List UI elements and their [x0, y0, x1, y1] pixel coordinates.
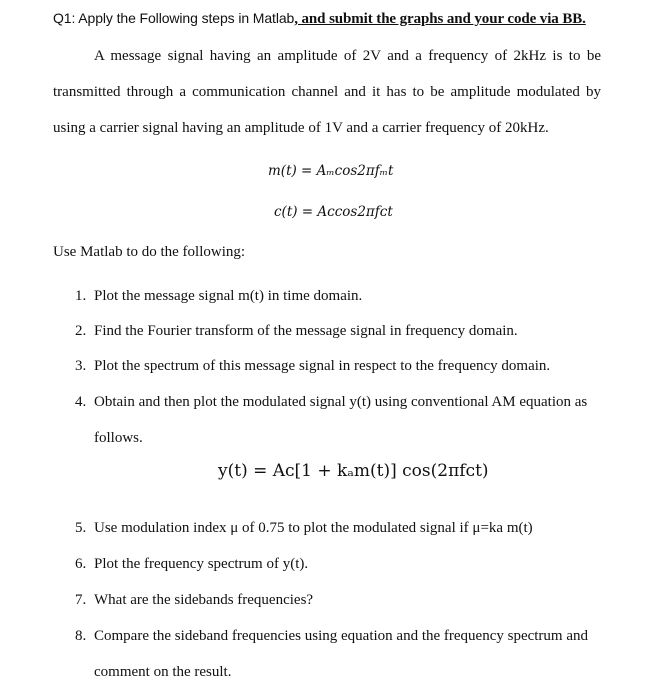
- step-text: What are the sidebands frequencies?: [94, 592, 314, 608]
- step-number: 4.: [75, 394, 87, 410]
- step-item: [75, 556, 308, 573]
- title-bold-instruction: , and submit the graphs and your code via BB.: [294, 11, 586, 27]
- step-text: Plot the message signal m(t) in time domain.: [94, 288, 363, 304]
- step-item: [75, 358, 550, 375]
- step-text: Plot the spectrum of this message signal in respect to the frequency domain.: [94, 358, 551, 374]
- paragraph-line-2: transmitted through a communication channel and it has to be amplitude modulated by: [53, 84, 601, 100]
- step-number: 5.: [75, 520, 87, 536]
- step-number: 2.: [75, 323, 87, 339]
- step-item: [75, 288, 362, 305]
- step-text: Plot the frequency spectrum of y(t).: [94, 556, 309, 572]
- question-title: [53, 10, 586, 28]
- paragraph-line-1: A message signal having an amplitude of 2V and a frequency of 2kHz is to be: [94, 48, 601, 64]
- step-text: Obtain and then plot the modulated signal y(t) using conventional AM equation as: [94, 394, 588, 410]
- title-prefix: Q1: Apply the Following steps in Matlab: [53, 10, 295, 26]
- step-number: 7.: [75, 592, 87, 608]
- step-item: [75, 520, 533, 537]
- step-text: Find the Fourier transform of the message signal in frequency domain.: [94, 323, 518, 339]
- step-number: 8.: [75, 628, 87, 644]
- step-text: Use modulation index μ of 0.75 to plot the modulated signal if μ=ka m(t): [94, 520, 533, 536]
- step-number: 3.: [75, 358, 87, 374]
- message-equation: m(t) = Aₘcos2πfₘt: [268, 163, 394, 179]
- step-text: Compare the sideband frequencies using equation and the frequency spectrum and: [94, 628, 588, 644]
- instructions-label: Use Matlab to do the following:: [53, 244, 246, 260]
- paragraph-line-3: using a carrier signal having an amplitude of 1V and a carrier frequency of 20kHz.: [53, 120, 549, 136]
- step-continuation: follows.: [94, 430, 143, 446]
- carrier-equation: c(t) = Aᴄcos2πfᴄt: [274, 204, 393, 220]
- step-item: [75, 592, 313, 609]
- step-item: [75, 628, 588, 645]
- step-number: 6.: [75, 556, 87, 572]
- step-number: 1.: [75, 288, 87, 304]
- step-item: [75, 323, 518, 340]
- step-continuation: comment on the result.: [94, 664, 232, 680]
- step-item: [75, 394, 602, 411]
- am-equation: y(t) = Aᴄ[1 + kₐm(t)] cos(2πfᴄt): [218, 461, 489, 481]
